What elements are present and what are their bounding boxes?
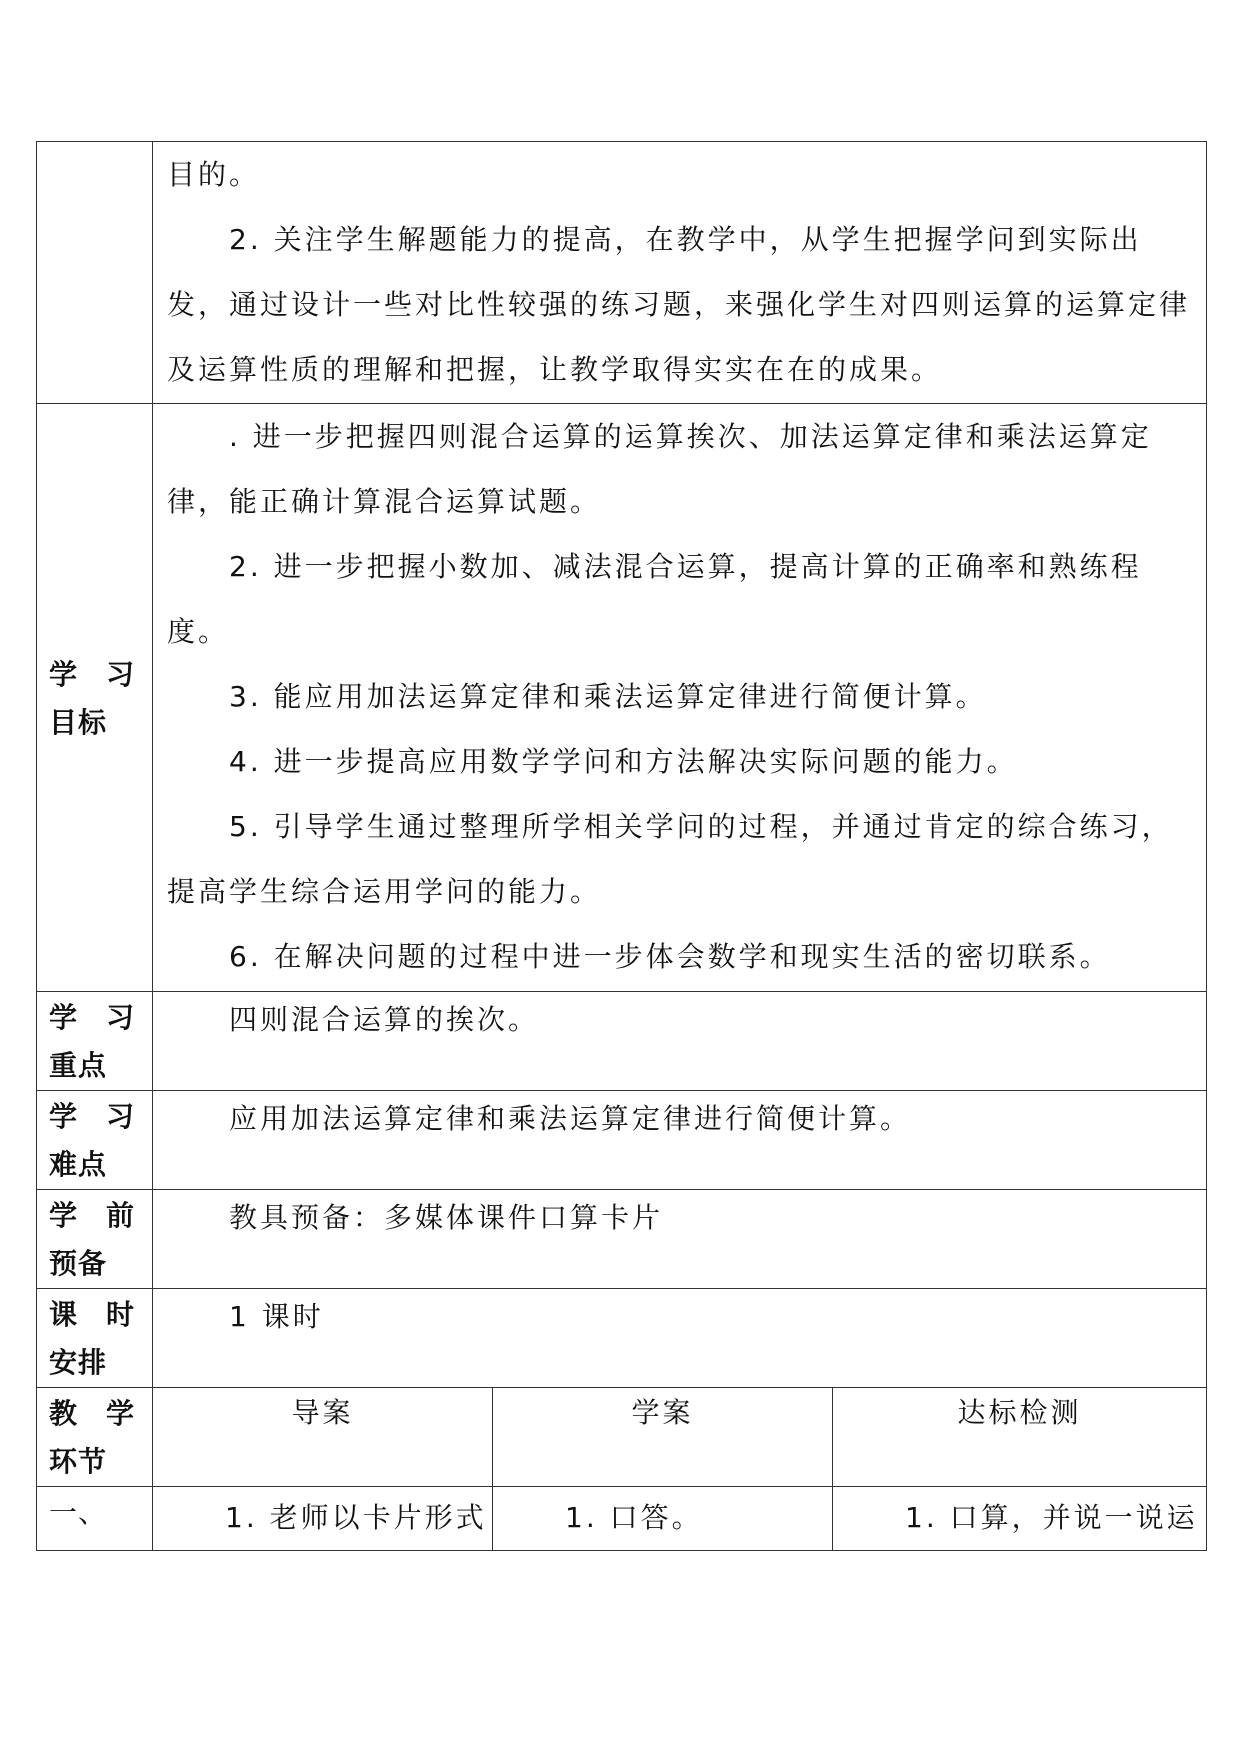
stage-one-label-cell — [37, 1487, 153, 1551]
key-points-text: 四则混合运算的挨次。 — [229, 1003, 540, 1036]
key-points-label-cell — [37, 992, 153, 1091]
lesson-plan-page — [36, 141, 1206, 1551]
preparation-label-char-a: 学 — [49, 1199, 79, 1232]
objectives-row — [37, 404, 1207, 992]
schedule-label-line1 — [49, 1291, 135, 1339]
lesson-plan-table — [36, 141, 1207, 1551]
stage-one-row — [37, 1487, 1207, 1551]
key-points-label-char-b: 习 — [105, 1001, 135, 1034]
column-header-guide: 导案 — [153, 1388, 493, 1487]
objectives-label-cell — [37, 404, 153, 992]
reflection-label-cell — [37, 142, 153, 404]
difficulties-content-cell — [153, 1091, 1207, 1190]
preparation-label-cell — [37, 1190, 153, 1289]
objective-item-4: 4. 进一步提高应用数学学问和方法解决实际问题的能力。 — [229, 745, 1018, 778]
preparation-text: 教具预备：多媒体课件口算卡片 — [229, 1201, 664, 1234]
preparation-row — [37, 1190, 1207, 1289]
column-header-assessment: 达标检测 — [833, 1388, 1207, 1487]
stages-header-label-line1 — [49, 1390, 135, 1438]
stage-one-assessment-cell: 1. 口算，并说一说运 — [833, 1487, 1207, 1551]
objective-item-2: 2. 进一步把握小数加、减法混合运算，提高计算的正确率和熟练程度。 — [167, 550, 1142, 648]
stage-one-guide-cell: 1. 老师以卡片形式 — [153, 1487, 493, 1551]
stage-one-label: 一、 — [49, 1496, 108, 1529]
schedule-label-cell — [37, 1289, 153, 1388]
key-points-label-line1 — [49, 994, 135, 1042]
difficulties-text: 应用加法运算定律和乘法运算定律进行简便计算。 — [229, 1102, 912, 1135]
objectives-label-char-b: 习 — [105, 657, 135, 691]
stages-header-row — [37, 1388, 1207, 1487]
stages-header-label-cell — [37, 1388, 153, 1487]
column-header-study: 学案 — [493, 1388, 833, 1487]
key-points-label-line2: 重点 — [49, 1049, 108, 1082]
schedule-content-cell — [153, 1289, 1207, 1388]
objectives-label-line2: 目标 — [49, 705, 108, 739]
schedule-text: 1 课时 — [229, 1300, 324, 1333]
stages-header-label-char-b: 学 — [105, 1397, 135, 1430]
reflection-row — [37, 142, 1207, 404]
reflection-paragraph-1: 2. 关注学生解题能力的提高，在教学中，从学生把握学问到实际出发，通过设计一些对比性较强的练习题，来强化学生对四则运算的运算定律及运算性质的理解和把握，让教学取得实实在在的成果。 — [167, 223, 1191, 386]
objective-item-1: . 进一步把握四则混合运算的运算挨次、加法运算定律和乘法运算定律，能正确计算混合运算试题。 — [167, 420, 1152, 518]
key-points-label-char-a: 学 — [49, 1001, 79, 1034]
difficulties-label-char-a: 学 — [49, 1100, 79, 1133]
preparation-label-line2: 预备 — [49, 1247, 108, 1280]
difficulties-label-line2: 难点 — [49, 1148, 108, 1181]
schedule-label-char-b: 时 — [105, 1298, 135, 1331]
stage-one-study-cell: 1. 口答。 — [493, 1487, 833, 1551]
schedule-label-line2: 安排 — [49, 1346, 108, 1379]
difficulties-label-char-b: 习 — [105, 1100, 135, 1133]
key-points-content-cell — [153, 992, 1207, 1091]
objectives-label-char-a: 学 — [49, 657, 79, 691]
reflection-content-cell — [153, 142, 1207, 404]
preparation-content-cell — [153, 1190, 1207, 1289]
key-points-row — [37, 992, 1207, 1091]
difficulties-label-cell — [37, 1091, 153, 1190]
objectives-content-cell — [153, 404, 1207, 992]
objective-item-5: 5. 引导学生通过整理所学相关学问的过程，并通过肯定的综合练习，提高学生综合运用学问的能力。 — [167, 810, 1173, 908]
schedule-row — [37, 1289, 1207, 1388]
stages-header-label-char-a: 教 — [49, 1397, 79, 1430]
reflection-paragraph-0: 目的。 — [167, 158, 261, 191]
stages-header-label-line2: 环节 — [49, 1445, 108, 1478]
preparation-label-char-b: 前 — [105, 1199, 135, 1232]
preparation-label-line1 — [49, 1192, 135, 1240]
difficulties-row — [37, 1091, 1207, 1190]
objective-item-6: 6. 在解决问题的过程中进一步体会数学和现实生活的密切联系。 — [229, 940, 1111, 973]
difficulties-label-line1 — [49, 1093, 135, 1141]
schedule-label-char-a: 课 — [49, 1298, 79, 1331]
objectives-label-line1 — [49, 651, 135, 699]
objective-item-3: 3. 能应用加法运算定律和乘法运算定律进行简便计算。 — [229, 680, 987, 713]
